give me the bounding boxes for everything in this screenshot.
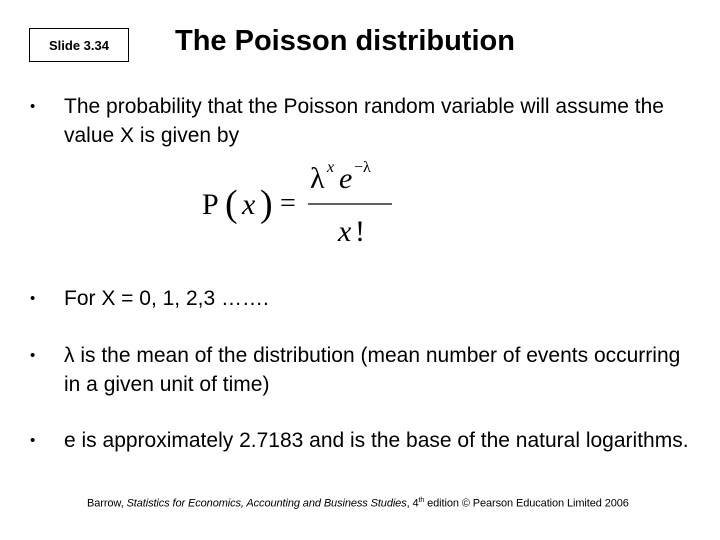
formula-P: P [202, 188, 219, 221]
bullet-dot: • [30, 347, 36, 364]
slide-number-label: Slide 3.34 [49, 37, 109, 53]
bullet-text: e is approximately 2.7183 and is the base of the natural logarithms. [64, 429, 689, 452]
bullet-dot: • [30, 98, 36, 115]
footer-publisher: edition © Pearson Education Limited 2006 [424, 497, 629, 510]
citation-footer [87, 497, 629, 510]
bullet-dot: • [30, 432, 36, 449]
formula-x-denominator: x [338, 215, 352, 248]
formula-equals: = [280, 188, 296, 219]
bullet-dot: • [30, 290, 36, 307]
formula-x: x [242, 188, 256, 221]
bullet-item [30, 284, 690, 313]
bullet-text: λ is the mean of the distribution (mean number of events occurring in a given unit of time) [64, 344, 681, 396]
formula-lambda: λ [310, 162, 325, 195]
formula-close-paren: ) [260, 183, 273, 225]
slide-number-badge [29, 28, 129, 62]
footer-author: Barrow, [87, 497, 127, 510]
slide-title: The Poisson distribution [175, 25, 515, 57]
bullet-item [30, 92, 690, 150]
footer-edition-number: , 4 [406, 497, 419, 510]
bullet-text: For X = 0, 1, 2,3 ……. [64, 287, 269, 310]
bullet-text: The probability that the Poisson random variable will assume the value X is given by [64, 95, 664, 147]
formula-factorial: ! [355, 215, 365, 248]
formula-e: e [339, 162, 353, 195]
bullet-item [30, 426, 690, 455]
bullet-item [30, 341, 690, 399]
formula-x-exponent: x [327, 159, 335, 176]
formula-open-paren: ( [225, 183, 238, 225]
footer-edition-suffix: th [418, 497, 425, 504]
poisson-formula [200, 152, 400, 252]
formula-e-exponent: −λ [354, 159, 371, 176]
footer-book-title: Statistics for Economics, Accounting and Business Studies [126, 497, 407, 510]
